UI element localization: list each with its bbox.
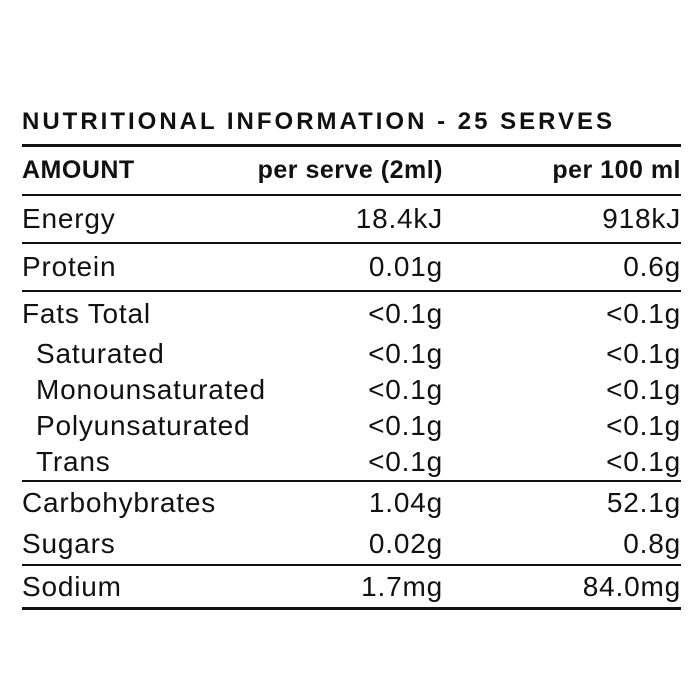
- per-100-value: 52.1g: [606, 486, 681, 518]
- table-row-monounsaturated: [22, 372, 681, 408]
- row-label: Fats Total: [22, 298, 151, 329]
- header-amount: AMOUNT: [22, 156, 135, 184]
- row-label: Trans: [36, 446, 111, 477]
- per-serve-value: 0.02g: [368, 527, 443, 559]
- row-label: Energy: [22, 203, 116, 234]
- per-100-value: 918kJ: [602, 203, 681, 234]
- per-100-value: 0.8g: [623, 527, 681, 559]
- fats-section: [22, 292, 681, 482]
- carbohydrates-section: [22, 482, 681, 566]
- per-100-value: 84.0mg: [582, 570, 681, 602]
- table-row-carbohybrates: [22, 482, 681, 523]
- per-100-value: <0.1g: [606, 446, 681, 477]
- per-serve-value: <0.1g: [368, 446, 443, 477]
- per-serve-value: 0.01g: [368, 251, 443, 282]
- per-serve-value: <0.1g: [368, 298, 443, 329]
- per-100-value: <0.1g: [606, 338, 681, 369]
- table-row-energy: [22, 196, 681, 244]
- per-serve-value: 1.7mg: [361, 570, 443, 602]
- table-row-polyunsaturated: [22, 408, 681, 444]
- per-serve-value: 1.04g: [368, 486, 443, 518]
- table-row-protein: [22, 244, 681, 292]
- per-serve-value: <0.1g: [368, 374, 443, 405]
- table-header-row: [22, 147, 681, 196]
- row-label: Saturated: [36, 338, 165, 369]
- panel-title: NUTRITIONAL INFORMATION - 25 SERVES: [22, 100, 681, 147]
- per-100-value: <0.1g: [606, 298, 681, 329]
- row-label: Carbohybrates: [22, 486, 217, 518]
- row-label: Sodium: [22, 570, 122, 602]
- per-serve-value: <0.1g: [368, 338, 443, 369]
- table-row-sugars: [22, 523, 681, 564]
- nutrition-panel: [22, 100, 681, 610]
- row-label: Protein: [22, 251, 117, 282]
- per-100-value: 0.6g: [623, 251, 681, 282]
- row-label: Monounsaturated: [36, 374, 266, 405]
- table-row-trans: [22, 444, 681, 480]
- row-label: Sugars: [22, 527, 116, 559]
- row-label: Polyunsaturated: [36, 410, 251, 441]
- table-row-sodium: [22, 566, 681, 610]
- header-per-serve: per serve (2ml): [257, 156, 443, 184]
- header-per-100: per 100 ml: [552, 156, 681, 184]
- per-serve-value: <0.1g: [368, 410, 443, 441]
- table-row-fats-total: [22, 292, 681, 336]
- table-row-saturated: [22, 336, 681, 372]
- per-serve-value: 18.4kJ: [355, 203, 443, 234]
- per-100-value: <0.1g: [606, 374, 681, 405]
- per-100-value: <0.1g: [606, 410, 681, 441]
